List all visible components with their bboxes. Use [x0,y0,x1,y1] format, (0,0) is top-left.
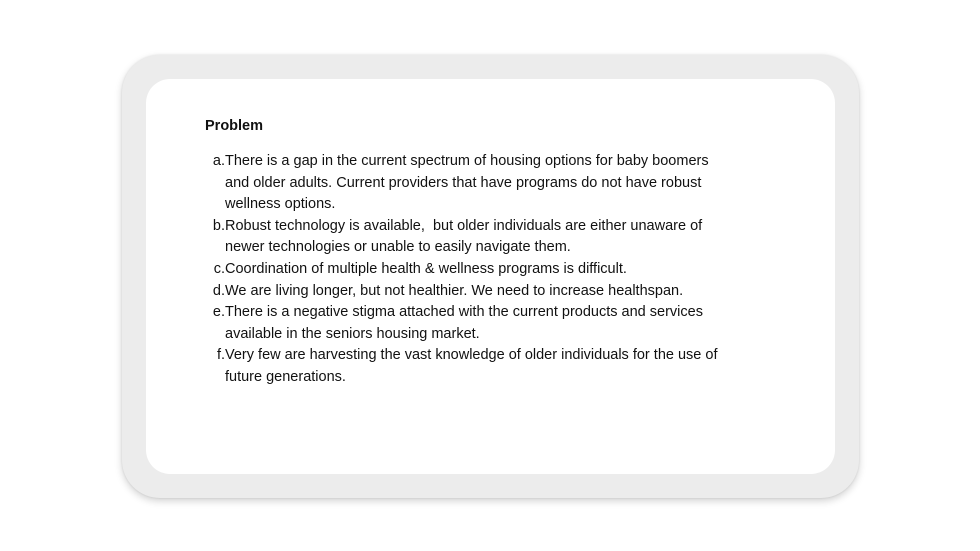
list-item-line: future generations. [225,368,346,385]
list-item-line: There is a negative stigma attached with the current products and services [225,304,703,321]
list-item-line: available in the seniors housing market. [225,325,480,342]
list-item-line: Coordination of multiple health & wellness programs is difficult. [225,260,627,277]
list-item-line: Very few are harvesting the vast knowledge of older individuals for the use of [225,347,718,364]
list-item [205,151,765,216]
list-item [205,302,765,345]
problem-list [205,151,765,389]
list-item-line: wellness options. [225,196,336,213]
list-item-text [225,259,765,281]
list-marker: a. [212,153,225,169]
list-item-text [225,151,765,216]
list-item-text [225,216,765,259]
list-item-text [225,281,765,303]
list-item [205,259,765,281]
list-marker: b. [212,217,225,234]
list-item-line: newer technologies or unable to easily navigate them. [225,239,571,256]
list-item [205,216,765,259]
list-item [205,345,765,388]
list-marker: d. [212,282,225,299]
list-item-line: and older adults. Current providers that have programs do not have robust [225,174,702,191]
list-item-text [225,302,765,345]
list-marker: f. [216,347,225,364]
list-item-line: We are living longer, but not healthier. We need to increase healthspan. [225,282,684,299]
list-marker: c. [213,260,225,277]
list-item [205,281,765,303]
list-marker: e. [212,304,225,321]
list-item-line: Robust technology is available, but older individuals are either unaware of [225,217,703,234]
list-item-line: There is a gap in the current spectrum of housing options for baby boomers [225,153,709,169]
slide-heading: Problem [205,118,264,134]
list-item-text [225,345,765,388]
